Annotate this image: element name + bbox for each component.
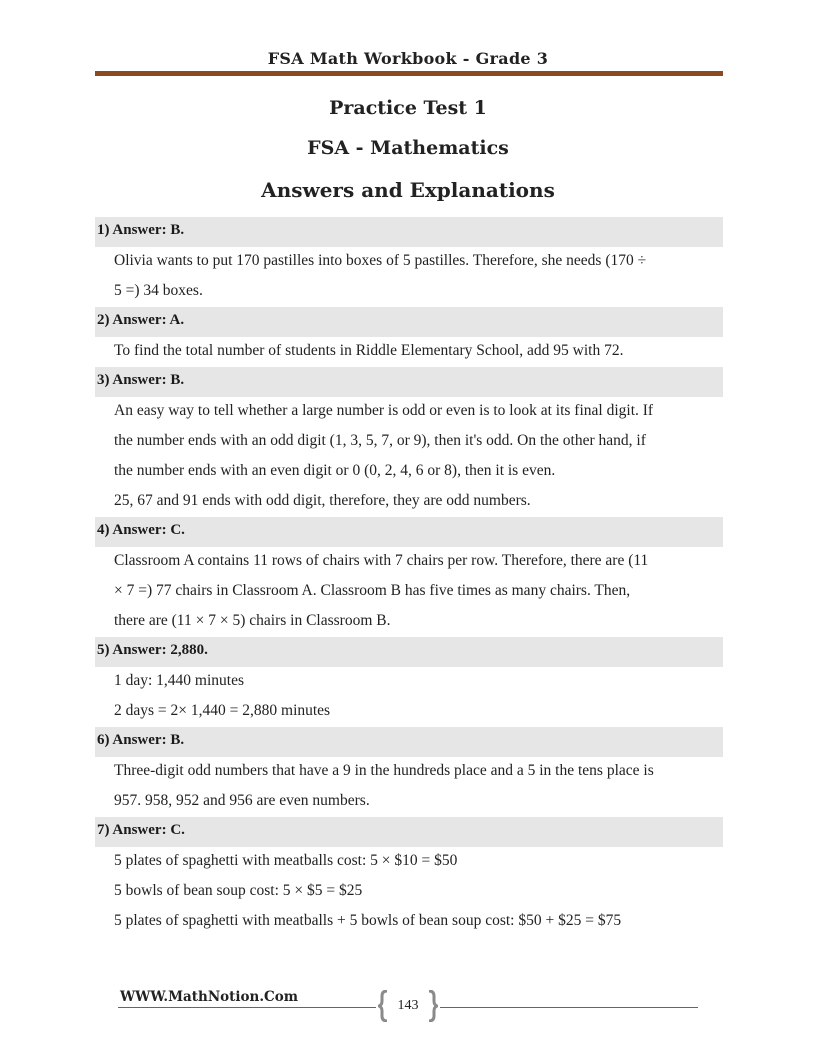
practice-test-title: Practice Test 1 [329,97,487,119]
answer-explanation-line: 5 bowls of bean soup cost: 5 × $5 = $25 [114,882,363,899]
answer-header: 7) Answer: C. [95,817,723,847]
answers-list [95,217,723,937]
answer-explanation-line: To find the total number of students in Riddle Elementary School, add 95 with 72. [114,342,624,359]
answer-explanation-line: Three-digit odd numbers that have a 9 in the hundreds place and a 5 in the tens place is [114,762,654,779]
footer-rule-right [440,1007,698,1008]
header-title: FSA Math Workbook - Grade 3 [267,49,549,68]
answer-explanation-line: 2 days = 2× 1,440 = 2,880 minutes [114,702,331,719]
answer-explanation-line: the number ends with an odd digit (1, 3, 5, 7, or 9), then it's odd. On the other hand, if [114,432,646,449]
answer-header: 5) Answer: 2,880. [95,637,723,667]
answer-header: 1) Answer: B. [95,217,723,247]
answer-explanation-line: 1 day: 1,440 minutes [114,672,245,689]
answer-explanation-line: there are (11 × 7 × 5) chairs in Classroom B. [114,612,391,629]
answer-explanation-line: the number ends with an even digit or 0 (0, 2, 4, 6 or 8), then it is even. [114,462,556,479]
answer-header: 4) Answer: C. [95,517,723,547]
answer-explanation-line: × 7 =) 77 chairs in Classroom A. Classroom B has five times as many chairs. Then, [114,582,631,599]
answer-header: 3) Answer: B. [95,367,723,397]
section-title: Answers and Explanations [261,178,555,202]
answer-explanation-line: 5 =) 34 boxes. [114,282,203,299]
page-number-box [378,990,438,1022]
header-rule [95,71,723,76]
answer-explanation-line: Olivia wants to put 170 pastilles into boxes of 5 pastilles. Therefore, she needs (170 ÷ [114,252,647,269]
footer-website: WWW.MathNotion.Com [120,989,299,1005]
answer-explanation-line: Classroom A contains 11 rows of chairs with 7 chairs per row. Therefore, there are (11 [114,552,649,569]
page-number: 143 [397,998,419,1013]
subject-title: FSA - Mathematics [307,137,509,159]
answer-explanation-line: 5 plates of spaghetti with meatballs cost: 5 × $10 = $50 [114,852,458,869]
answer-explanation-line: 25, 67 and 91 ends with odd digit, therefore, they are odd numbers. [114,492,531,509]
answer-header: 2) Answer: A. [95,307,723,337]
answer-explanation-line: 5 plates of spaghetti with meatballs + 5 bowls of bean soup cost: $50 + $25 = $75 [114,912,622,929]
answer-explanation-line: 957. 958, 952 and 956 are even numbers. [114,792,370,809]
answer-header: 6) Answer: B. [95,727,723,757]
footer-rule-left [118,1007,376,1008]
answer-explanation-line: An easy way to tell whether a large number is odd or even is to look at its final digit. If [114,402,654,419]
